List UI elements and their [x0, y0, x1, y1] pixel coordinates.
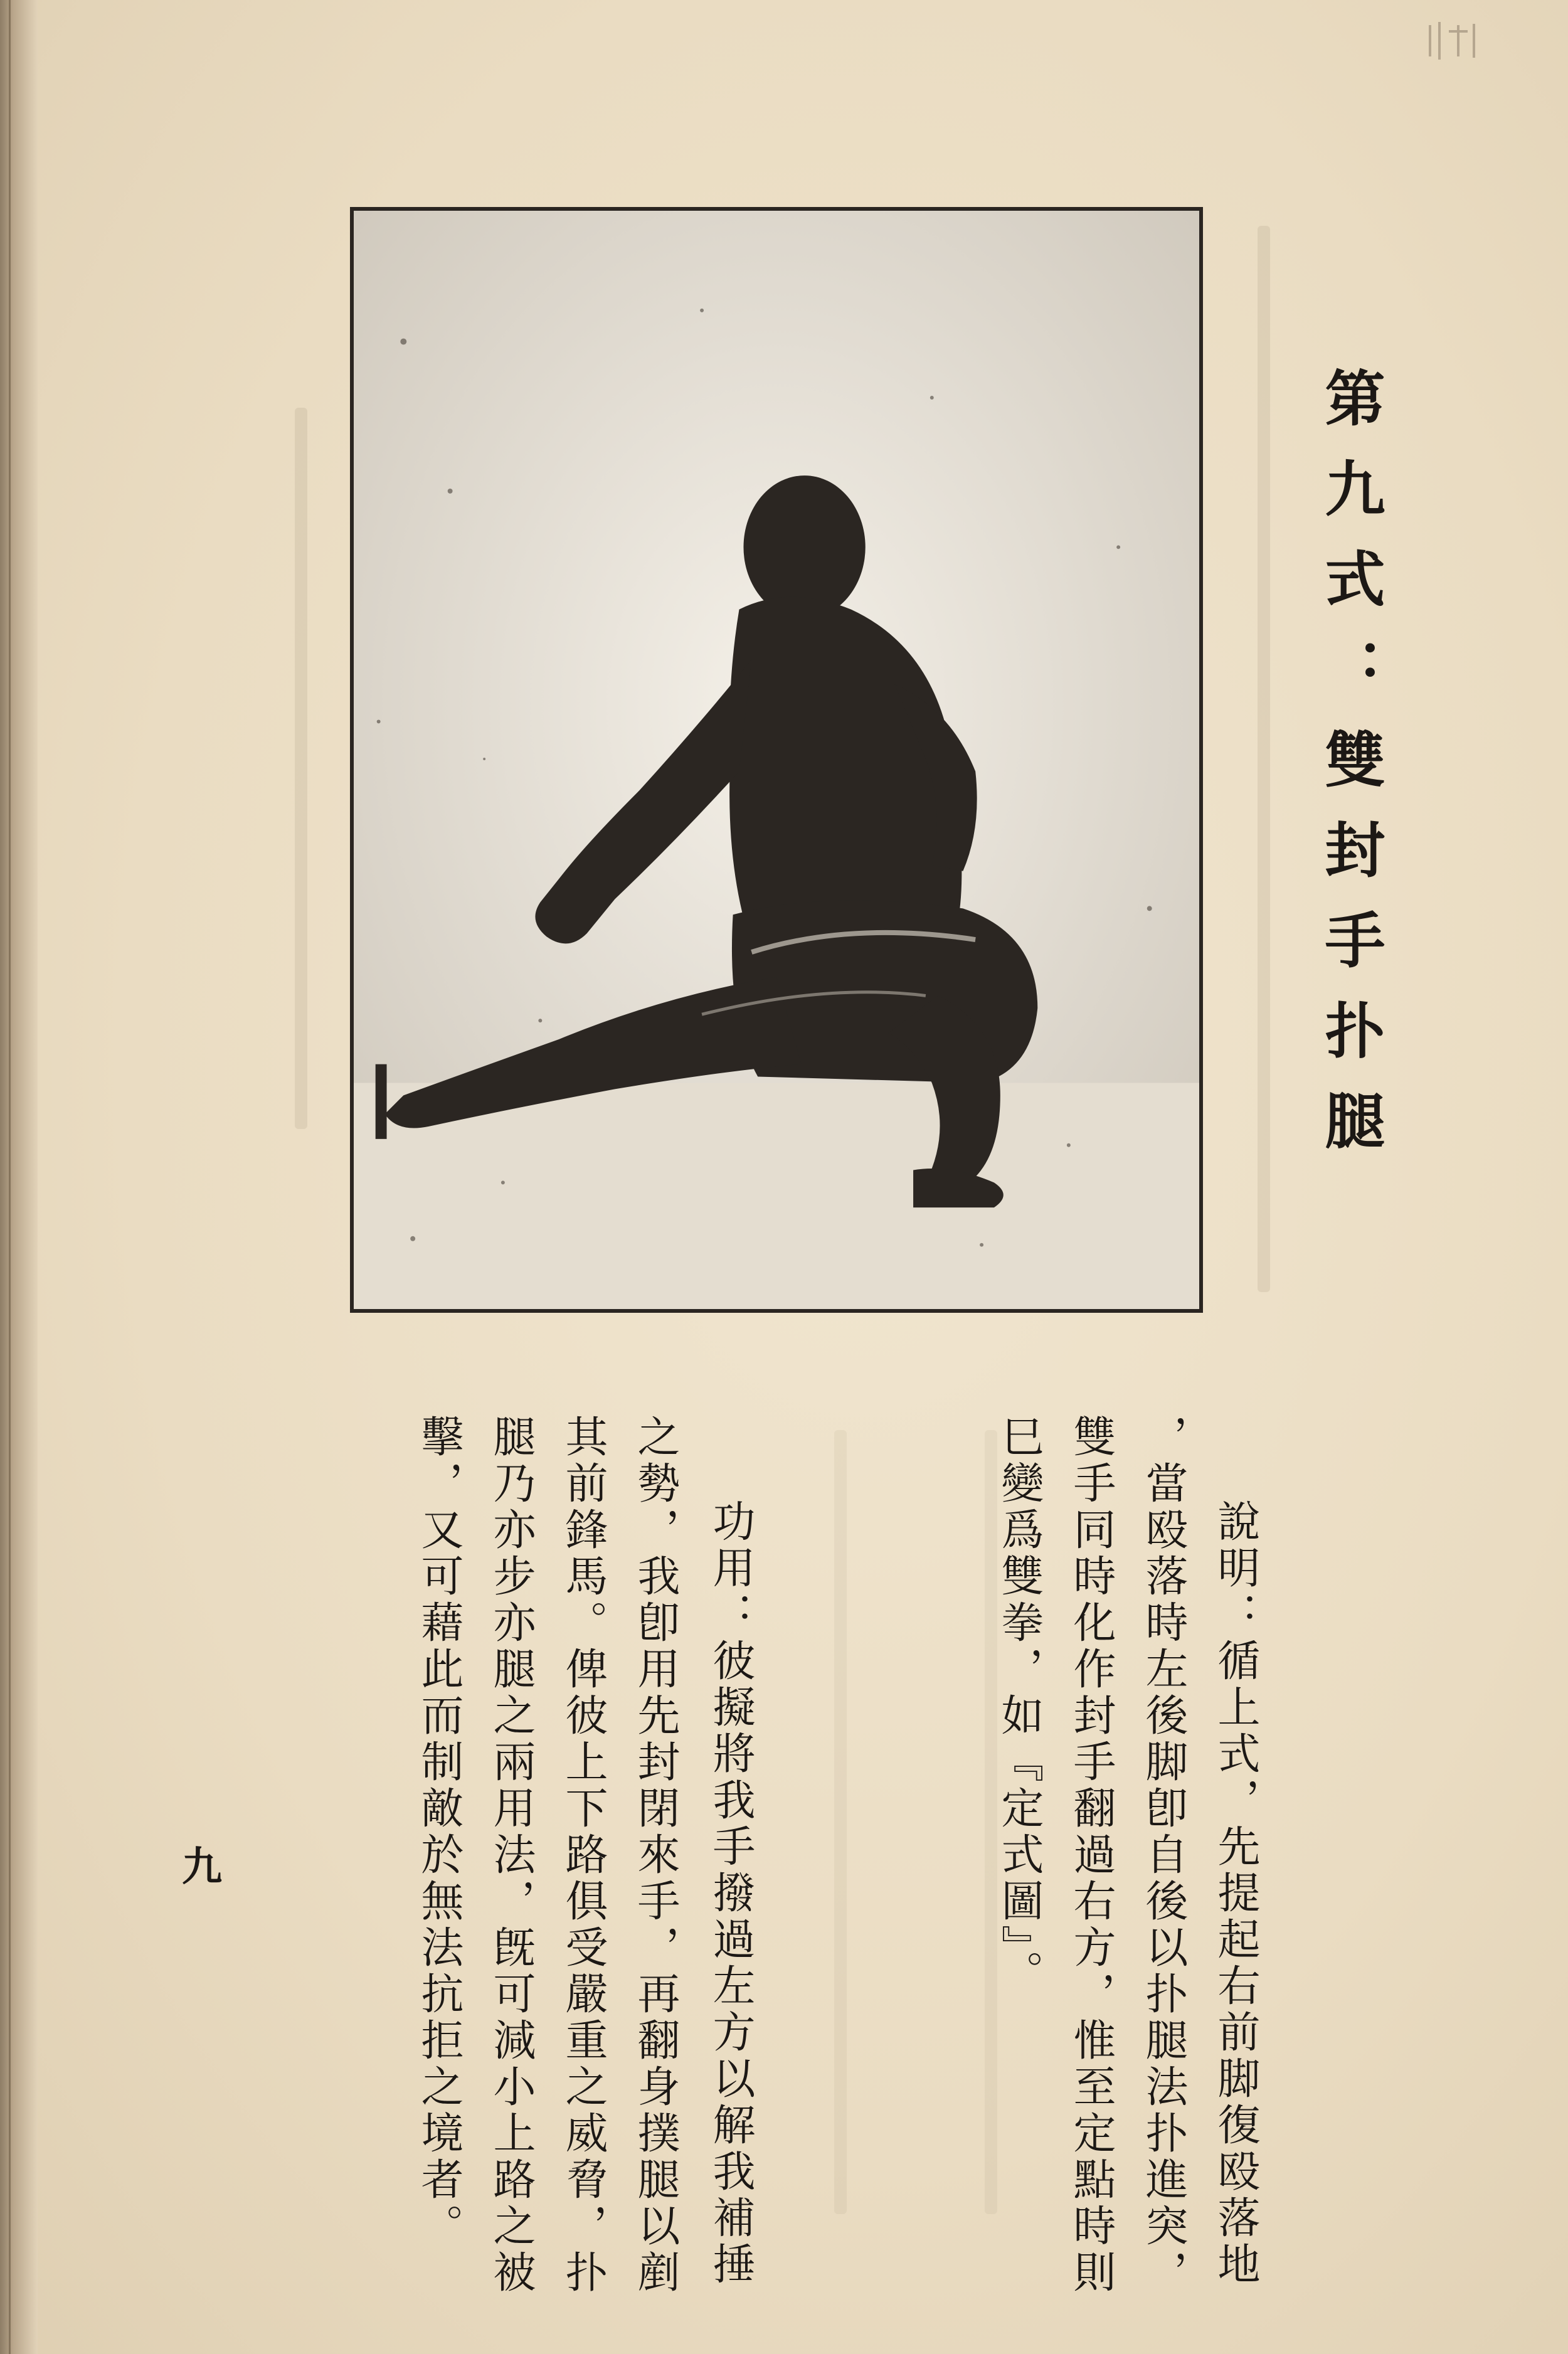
explanation-line: 說明：循上式，先提起右前脚復殴落地: [1210, 1499, 1260, 2288]
show-through-mark: [1258, 226, 1270, 1292]
show-through-mark: [295, 408, 307, 1129]
corner-stamp-mark: [1424, 19, 1483, 63]
martial-artist-photo: [350, 207, 1203, 1313]
explanation-line: ，當殴落時左後脚卽自後以扑腿法扑進突，: [1138, 1414, 1188, 2296]
function-line: 其前鋒馬。俾彼上下路俱受嚴重之威脅，扑: [558, 1414, 608, 2296]
explanation-line: 巳變爲雙拳，如『定式圖』。: [994, 1414, 1044, 1996]
function-line: 之勢，我卽用先封閉來手，再翻身撲腿以剷: [630, 1414, 680, 2296]
function-line: 功用：彼擬將我手撥過左方以解我補捶: [706, 1499, 755, 2288]
page-number: 九: [182, 1843, 222, 1890]
function-line: 擊，又可藉此而制敵於無法抗拒之境者。: [414, 1414, 464, 2250]
explanation-line: 雙手同時化作封手翻過右方，惟至定點時則: [1066, 1414, 1116, 2296]
martial-artist-low-stance-photo-icon: [354, 211, 1199, 1309]
page-title: 第九式：雙封手扑腿: [1315, 367, 1386, 1180]
function-line: 腿乃亦步亦腿之兩用法，旣可減小上路之被: [486, 1414, 536, 2296]
show-through-mark: [834, 1430, 847, 2214]
page-binding-shadow: [0, 0, 38, 2354]
binding-line: [9, 0, 11, 2354]
